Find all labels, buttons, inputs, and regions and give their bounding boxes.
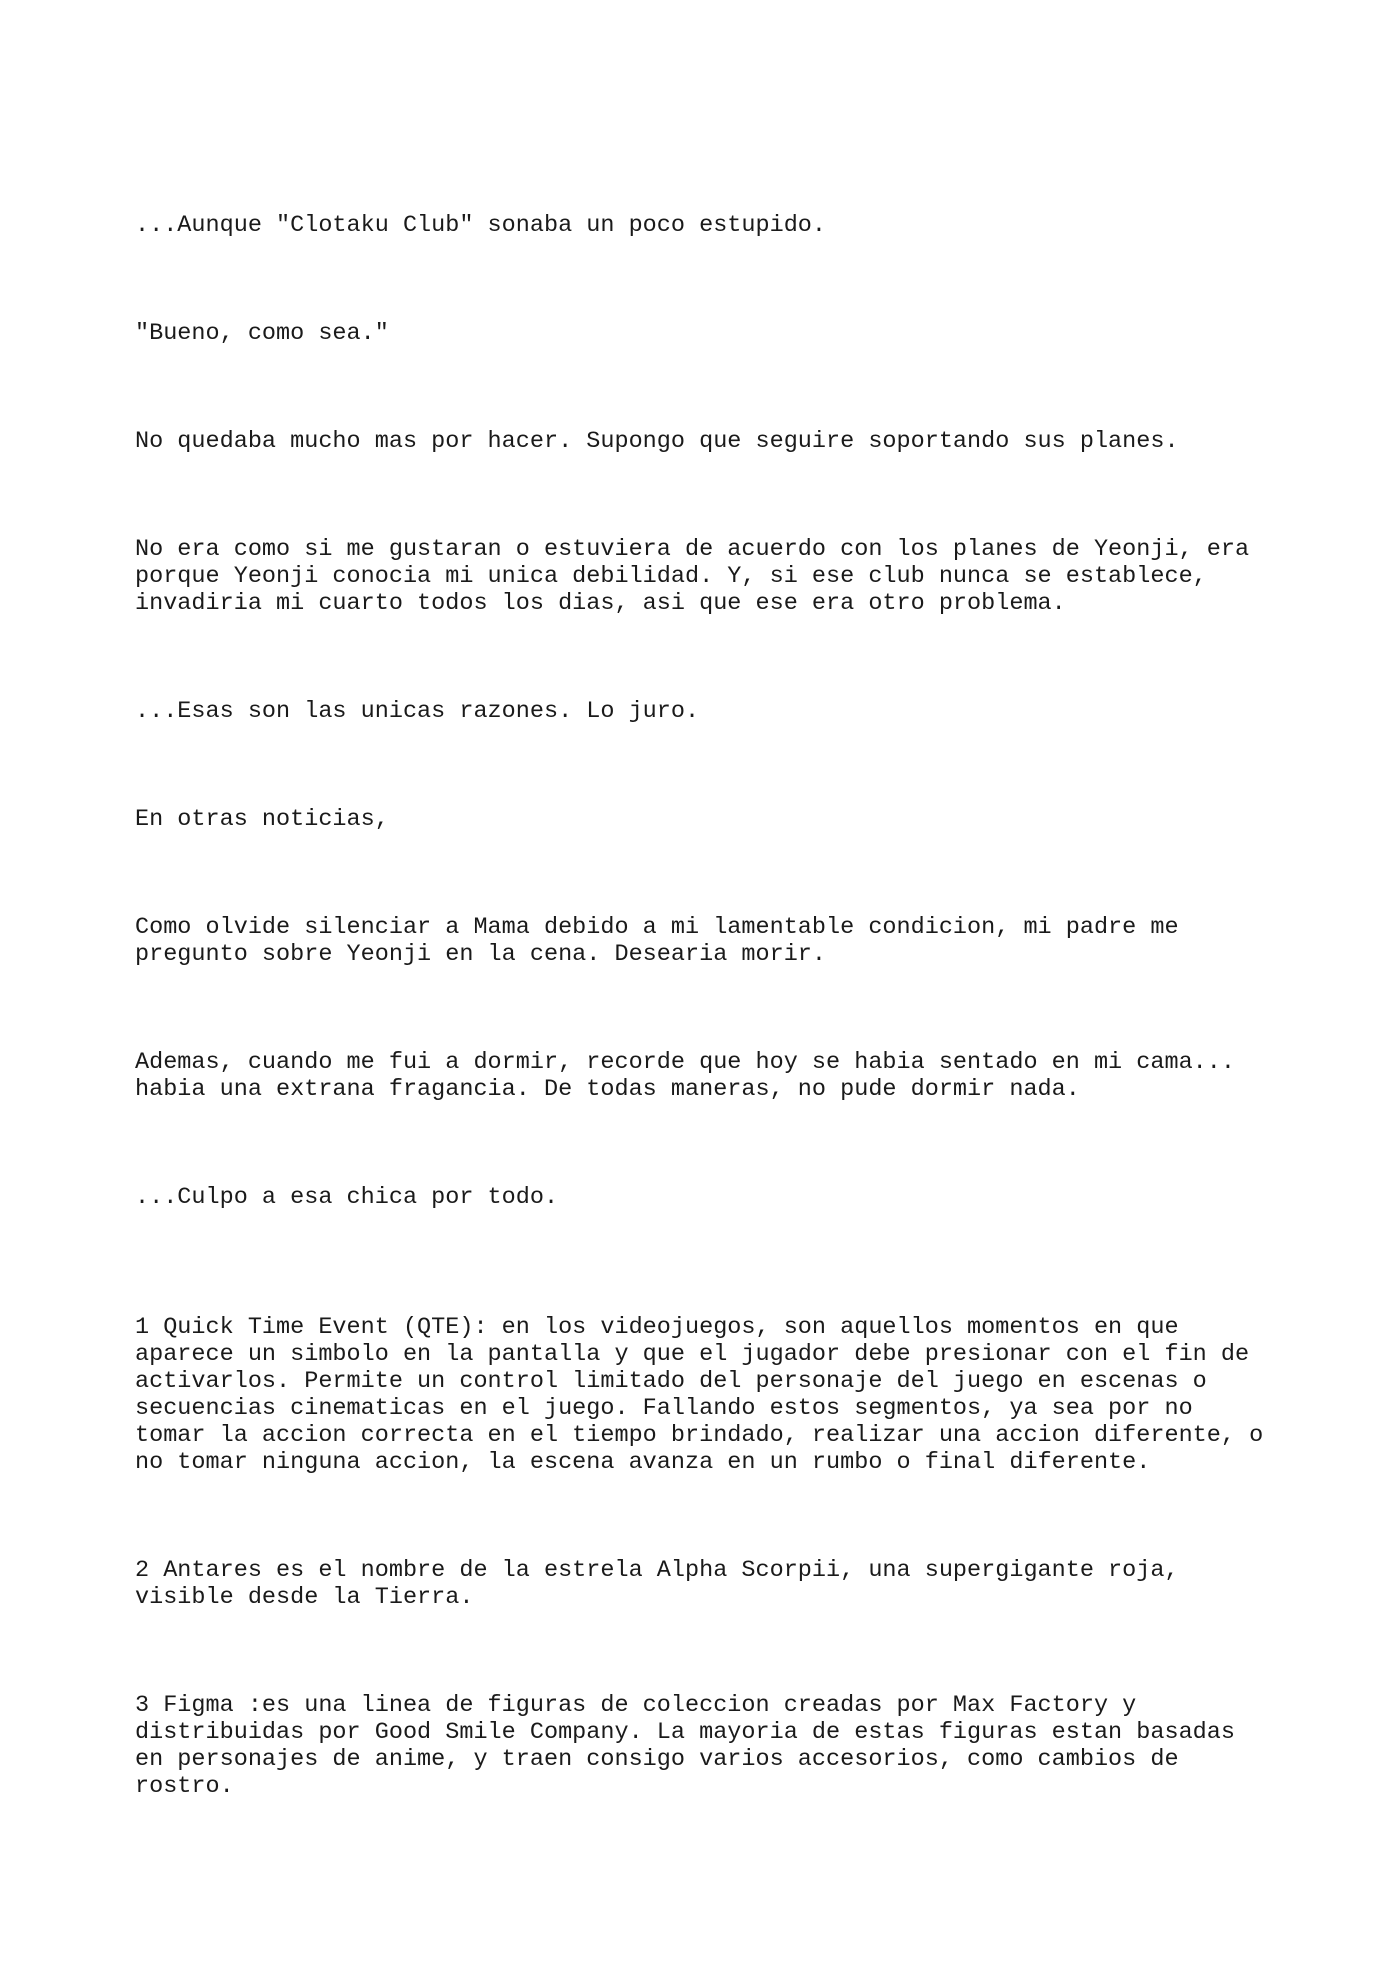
footnote-2: 2 Antares es el nombre de la estrela Alpha Scorpii, una supergigante roja, visible desde la Tierra. (135, 1557, 1179, 1611)
footnote-3: 3 Figma :es una linea de figuras de coleccion creadas por Max Factory y distribuidas por Good Smile Company. La mayoria de estas figuras estan basadas en personajes de anime, y traen consigo varios accesorios, como cambios de rostro. (135, 1692, 1235, 1800)
paragraph: No era como si me gustaran o estuviera de acuerdo con los planes de Yeonji, era porque Yeonji conocia mi unica debilidad. Y, si ese club nunca se establece, invadiria mi cuarto todos los dias, asi que ese era otro problema. (135, 536, 1250, 617)
footnotes (135, 1260, 1295, 1854)
paragraph: Como olvide silenciar a Mama debido a mi lamentable condicion, mi padre me pregunto sobre Yeonji en la cena. Desearia morir. (135, 914, 1179, 968)
paragraph: ...Esas son las unicas razones. Lo juro. (135, 698, 700, 725)
paragraph: Ademas, cuando me fui a dormir, recorde que hoy se habia sentado en mi cama... habia una extrana fragancia. De todas maneras, no pude dormir nada. (135, 1049, 1235, 1103)
body-text (135, 158, 1295, 1265)
paragraph: "Bueno, como sea." (135, 320, 389, 347)
paragraph: ...Culpo a esa chica por todo. (135, 1184, 559, 1211)
paragraph: ...Aunque "Clotaku Club" sonaba un poco estupido. (135, 212, 827, 239)
paragraph: En otras noticias, (135, 806, 389, 833)
paragraph: No quedaba mucho mas por hacer. Supongo que seguire soportando sus planes. (135, 428, 1179, 455)
footnote-1: 1 Quick Time Event (QTE): en los videojuegos, son aquellos momentos en que aparece un simbolo en la pantalla y que el jugador debe presionar con el fin de activarlos. Permite un control limitado del personaje del juego en escenas o secuencias cinematicas en el juego. Fallando estos segmentos, ya sea por no tomar la accion correcta en el tiempo brindado, realizar una accion diferente, o no tomar ninguna accion, la escena avanza en un rumbo o final diferente. (135, 1314, 1264, 1476)
